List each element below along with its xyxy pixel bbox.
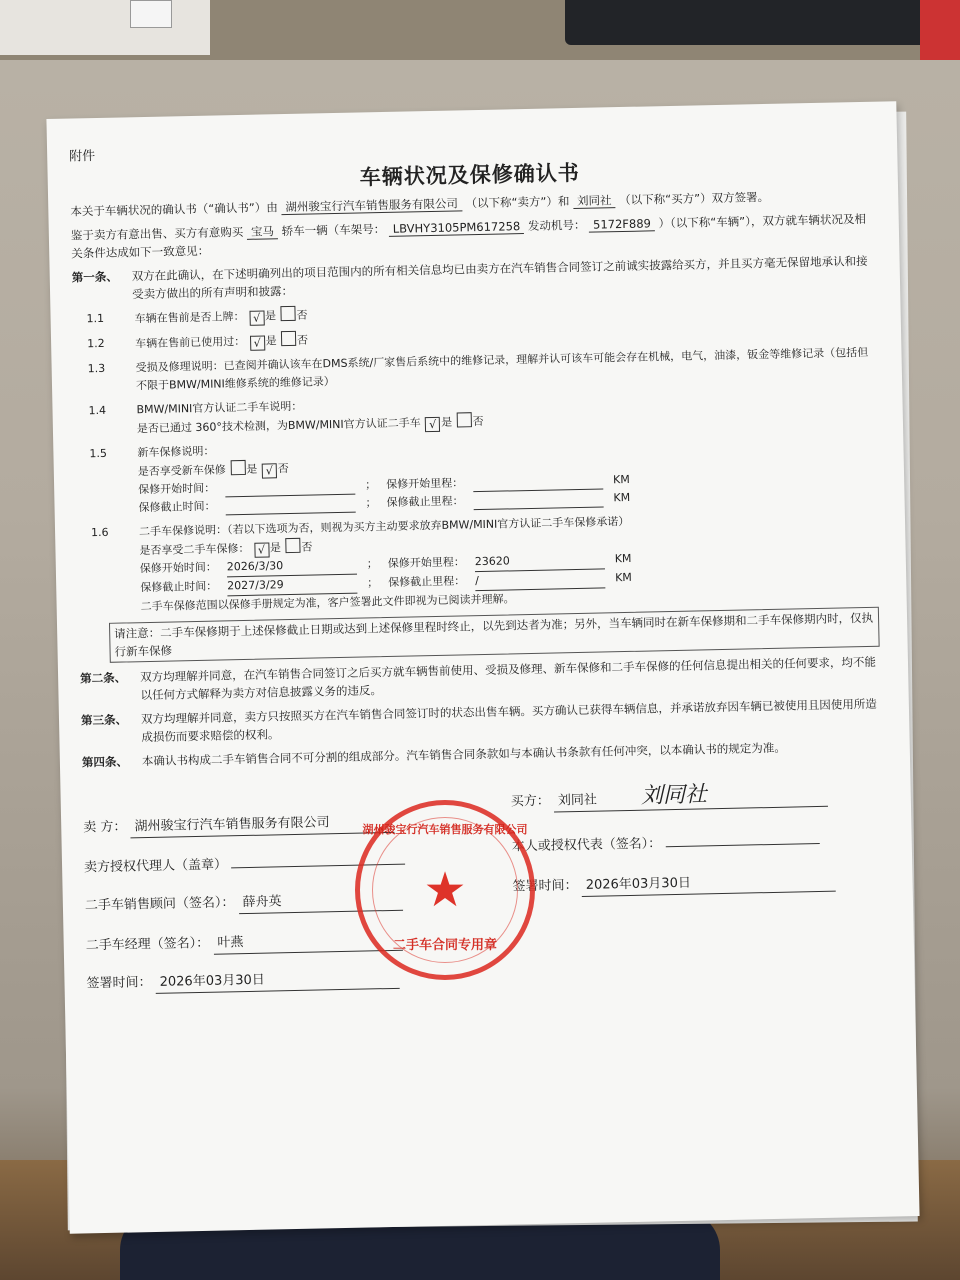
item-1-4-yes: 是 [441, 415, 453, 429]
article-1-num: 第一条、 [71, 269, 118, 285]
item-1-6-end-km-value: / [475, 569, 605, 591]
buyer-time-label: 签署时间： [512, 878, 578, 895]
intro2-vin: LBVHY3105PM617258 [389, 219, 525, 237]
item-1-5-end-km-blank [473, 489, 603, 510]
seller-time-value: 2026年03月30日 [155, 968, 399, 994]
item-1-4-question: 是否已通过 360°技术检测，为BMW/MINI官方认证二手车 [136, 416, 421, 436]
item-1-6-start-time-label: 保修开始时间： [139, 560, 217, 576]
item-1-5-end-time-blank [225, 495, 355, 516]
item-1-4-no-checkbox [456, 412, 471, 427]
buyer-time-value: 2026年03月30日 [582, 871, 836, 897]
buyer-value-line [554, 783, 828, 813]
item-1-2-no: 否 [296, 333, 309, 347]
item-1-5-start-km-unit: KM [612, 472, 630, 487]
item-1-5-body [137, 429, 876, 517]
item-1-5-no: 否 [277, 462, 289, 476]
item-1-6-body [139, 508, 879, 616]
background-qr-card [130, 0, 172, 28]
item-1-6-num: 1.6 [90, 525, 109, 540]
article-3-num: 第三条、 [80, 712, 128, 728]
item-1-5-start-row: 保修开始时间： ； 保修开始里程： KM [138, 466, 876, 499]
buyer-handwritten-signature: 刘同社 [640, 782, 708, 809]
item-1-5-start-time-label: 保修开始时间： [138, 481, 216, 497]
attachment-label: 附件 [69, 149, 96, 165]
item-1-2-no-checkbox [281, 331, 296, 346]
item-1-6-start-time-value: 2026/3/30 [227, 556, 357, 578]
item-1-6-end-km-label: 保修截止里程： [388, 574, 466, 589]
background-paper-strip [0, 0, 210, 55]
item-1-5-end-km-unit: KM [613, 490, 631, 505]
seller-sign-row [83, 812, 395, 840]
manager-row [86, 930, 403, 958]
document-body [69, 132, 882, 772]
seller-label: 卖 方： [83, 819, 127, 836]
intro2-pre: 鉴于卖方有意出售、买方有意购买 [70, 224, 244, 243]
intro1-pre: 本关于车辆状况的确认书（“确认书”）由 [70, 200, 278, 219]
buyer-row [511, 783, 829, 814]
buyer-rep-label: 本人或授权代表（签名）： [511, 836, 662, 855]
manager-label: 二手车经理（签名）： [85, 935, 210, 954]
item-1-6-start-row: 保修开始时间： 2026/3/30 ； 保修开始里程： 23620 KM [140, 545, 878, 579]
article-2-text: 双方均理解并同意，在汽车销售合同签订之后买方就车辆售前使用、受损及修理、新车保修和二手车保修的任何信息提出相关的任何要求，均不能以任何方式解释为卖方对信息披露义务的违反。 [139, 654, 877, 703]
buyer-value: 刘同社 [557, 792, 598, 809]
item-1-6-end-time-label: 保修截止时间： [140, 579, 218, 595]
item-1-1-num: 1.1 [86, 311, 105, 326]
item-1-6-question: 是否享受二手车保修： [139, 541, 250, 558]
item-1-6-no: 否 [301, 540, 313, 554]
warranty-notice: 请注意：二手车保修期于上述保修截止日期或达到上述保修里程时终止，以先到达者为准；另外，当车辆同时在新车保修期和二手车保修期内时，仅执行新车保修 [109, 607, 880, 663]
item-1-5-end-time-label: 保修截止时间： [138, 499, 216, 515]
item-1-5-question: 是否享受新车保修 [137, 463, 226, 479]
item-1-5-yes: 是 [246, 462, 258, 476]
item-1-1-yes-checkbox: √ [249, 311, 264, 326]
seller-value: 湖州骏宝行汽车销售服务有限公司 [130, 812, 394, 839]
item-1-5-line1: 新车保修说明： [137, 444, 215, 460]
buyer-time-row [512, 871, 836, 899]
item-1-1-no: 否 [296, 308, 308, 322]
article-1-text: 双方在此确认，在下述明确列出的项目范围内的所有相关信息均已由卖方在汽车销售合同签订之前诚实披露给买方，并且买方毫无保留地承认和接受卖方做出的所有声明和披露： [131, 253, 868, 302]
seller-time-label: 签署时间： [86, 975, 152, 992]
item-1-6-line1: 二手车保修说明：（若以下选项为否，则视为买方主动要求放弃BMW/MINI官方认证二手车保修承诺） [138, 514, 630, 539]
item-1-5-no-checkbox: √ [262, 463, 277, 478]
item-1-5-num: 1.5 [89, 446, 108, 461]
item-1-4-line1: BMW/MINI官方认证二手车说明： [136, 399, 303, 417]
article-2-num: 第二条、 [79, 670, 127, 686]
article-3-text: 双方均理解并同意，卖方只按照买方在汽车销售合同签订时的状态出售车辆。买方确认已获得车辆信息，并承诺放弃因车辆已被使用且因使用所造成损伤而要求赔偿的权利。 [140, 696, 877, 745]
item-1-5-end-km-label: 保修截止里程： [386, 494, 464, 509]
item-1-5 [75, 429, 876, 519]
item-1-5-end-row: 保修截止时间： ； 保修截止里程： KM [138, 484, 876, 517]
intro2-mid2: 发动机号： [527, 217, 586, 233]
article-4-num: 第四条、 [81, 754, 129, 770]
intro2-mid1: 轿车一辆（车架号： [281, 221, 386, 239]
item-1-5-start-km-label: 保修开始里程： [386, 476, 464, 491]
item-1-6-end-time-value: 2027/3/29 [227, 575, 357, 597]
item-1-2-yes-checkbox: √ [250, 336, 265, 351]
item-1-6-end-row: 保修截止时间： 2027/3/29 ； 保修截止里程： / KM [140, 564, 878, 598]
item-1-3-num: 1.3 [87, 361, 106, 376]
buyer-rep-blank [665, 843, 819, 847]
consultant-signature: 薛舟英 [238, 890, 402, 914]
item-1-4-yes-checkbox: √ [425, 417, 440, 432]
item-1-1-yes: 是 [264, 309, 277, 323]
document-title: 车辆状况及保修确认书 [359, 160, 580, 190]
buyer-label: 买方： [510, 793, 550, 810]
item-1-1-no-checkbox [280, 306, 295, 321]
item-1-6-no-checkbox [285, 538, 300, 553]
seller-time-row [86, 968, 400, 996]
intro1-buyer: 刘同社 [573, 193, 616, 209]
intro2-post: ）（以下称“车辆”），双方就车辆状况及相关条件达成如下一致意见： [71, 211, 867, 261]
company-seal-bottom-text: 二手车合同专用章 [392, 938, 497, 953]
item-1-6-yes: 是 [269, 541, 282, 555]
item-1-6-end-km-unit: KM [615, 570, 632, 585]
seal-star-icon: ★ [423, 862, 467, 918]
item-1-6-start-km-unit: KM [614, 551, 632, 566]
intro2-brand: 宝马 [247, 224, 278, 240]
item-1-5-yes-checkbox [230, 460, 245, 475]
intro1-mid: （以下称“卖方”）和 [465, 194, 570, 211]
item-1-6 [77, 508, 879, 618]
company-seal-top-text: 湖州骏宝行汽车销售服务有限公司 [362, 823, 528, 836]
item-1-6-yes-checkbox: √ [254, 542, 269, 557]
buyer-rep-row [512, 831, 820, 857]
intro1-seller: 湖州骏宝行汽车销售服务有限公司 [281, 196, 462, 215]
item-1-3-text: 受损及修理说明：已查阅并确认该车在DMS系统/厂家售后系统中的维修记录，理解并认可该车可能会存在机械，电气，油漆，钣金等维修记录（包括但不限于BMW/MINI维修系统的维修记录） [135, 345, 869, 393]
item-1-6-start-km-label: 保修开始里程： [387, 555, 465, 570]
company-seal [355, 800, 535, 980]
item-1-4-no: 否 [472, 414, 484, 429]
manager-signature: 叶燕 [213, 930, 402, 955]
document-page [46, 101, 919, 1234]
item-1-1-text: 车辆在售前是否上牌： [134, 309, 245, 326]
item-1-2-text: 车辆在售前已使用过： [135, 334, 246, 351]
article-4-text: 本确认书构成二手车销售合同不可分割的组成部分。汽车销售合同条款如与本确认书条款有任何冲突，以本确认书的规定为准。 [141, 740, 786, 769]
item-1-4-num: 1.4 [88, 403, 107, 418]
intro1-post: （以下称“买方”）双方签署。 [619, 189, 770, 208]
item-1-6-start-km-value: 23620 [475, 550, 605, 572]
seller-agent-label: 卖方授权代理人（盖章） [83, 857, 228, 876]
background-red-object [920, 0, 960, 60]
background-keyboard [565, 0, 945, 45]
item-1-2-num: 1.2 [86, 336, 105, 351]
intro2-engine: 5172F889 [589, 216, 655, 232]
consultant-label: 二手车销售顾问（签名）： [84, 895, 235, 914]
item-1-6-scope: 二手车保修范围以保修手册规定为准，客户签署此文件即视为已阅读并理解。 [140, 592, 515, 614]
item-1-2-yes: 是 [265, 334, 277, 348]
